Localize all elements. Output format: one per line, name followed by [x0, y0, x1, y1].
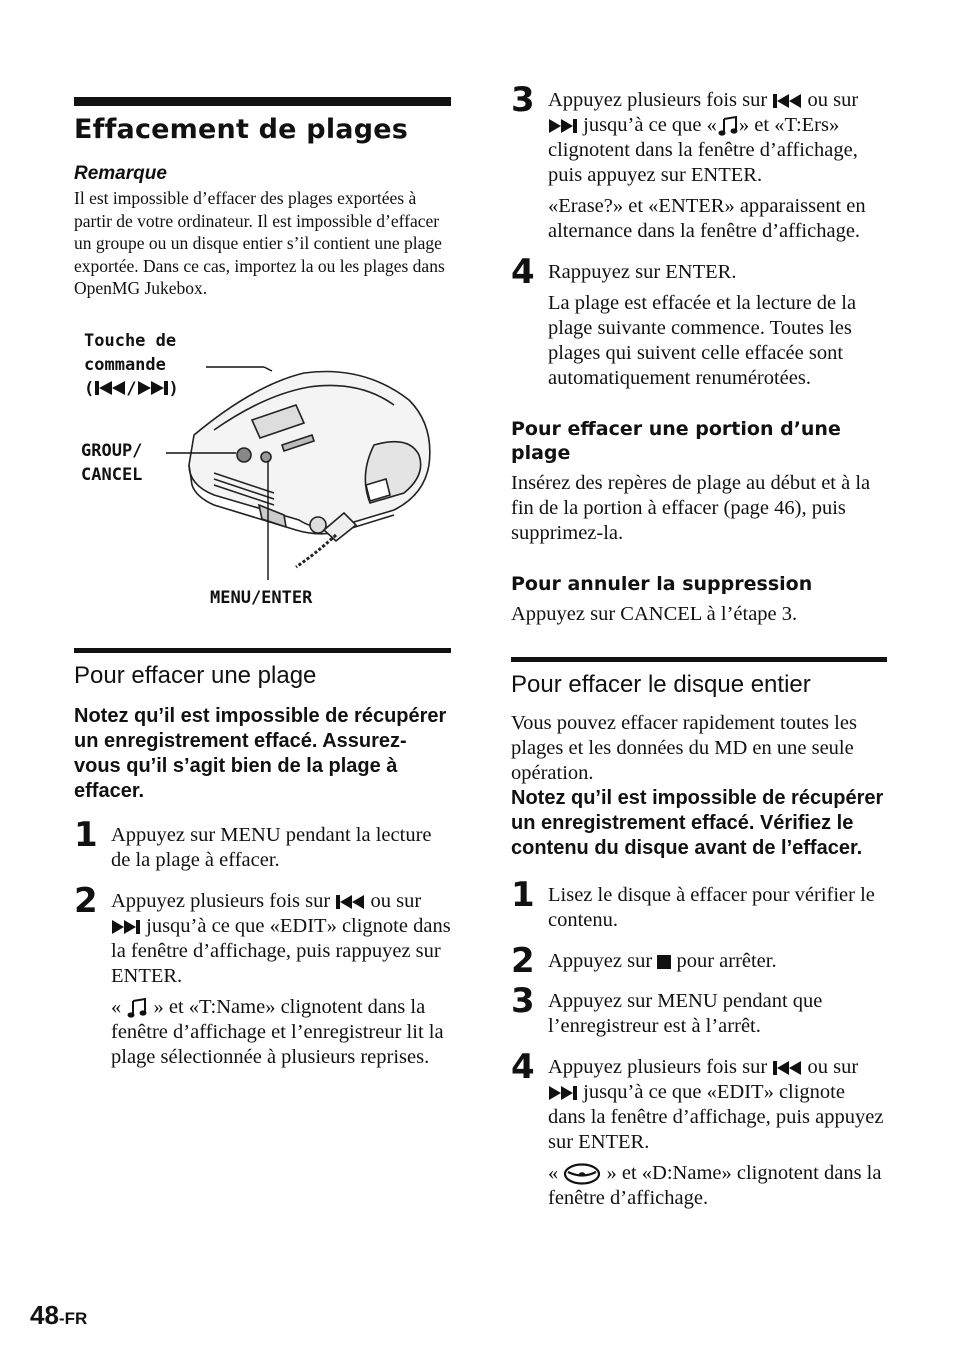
step-text: Appuyez plusieurs fois sur ou sur jusqu’à ce que «EDIT» clignote dans la fenêtre d’affichage, puis rappuyez sur ENTER. — [111, 890, 451, 987]
disc-warning: Notez qu’il est impossible de récupérer un enregistrement effacé. Vérifiez le contenu du disque avant de l’effacer. — [511, 787, 884, 859]
step-3 — [511, 80, 887, 244]
remark-title: Remarque — [74, 163, 167, 184]
step-number: 4 — [511, 252, 535, 292]
label-group-1: GROUP/ — [81, 441, 143, 461]
step-note: «Erase?» et «ENTER» apparaissent en alternance dans la fenêtre d’affichage. — [548, 195, 866, 242]
left-column-lower — [74, 648, 451, 1070]
music-note-icon — [717, 115, 739, 137]
step-text: Appuyez plusieurs fois sur ou sur jusqu’à ce que « » et «T:Ers» clignotent dans la fenêtre d’affichage, puis appuyez sur ENTER. — [548, 89, 859, 186]
label-touche-2: commande — [84, 355, 166, 375]
label-touche-3: ( / ) — [84, 379, 179, 399]
step-note: La plage est effacée et la lecture de la plage suivante commence. Toutes les plages qui suivent celle effacée sont automatiquement renumérotées. — [548, 292, 857, 389]
step-1 — [74, 815, 451, 873]
step-2 — [74, 881, 451, 1070]
right-column — [511, 80, 887, 1211]
section-title-erase-track: Pour effacer une plage — [74, 662, 317, 689]
device-figure — [74, 325, 454, 615]
label-group-2: CANCEL — [81, 465, 143, 485]
step-text: Lisez le disque à effacer pour vérifier le contenu. — [548, 884, 875, 931]
page-title: Effacement de plages — [74, 114, 408, 145]
remark-text: Il est impossible d’effacer des plages exportées à partir de votre ordinateur. Il est impossible d’effacer un groupe ou un disque entier s’il contient une plage exportée. Dans ce cas, importez la ou les plages dans OpenMG Jukebox. — [74, 188, 445, 298]
md-recorder-illustration — [74, 325, 454, 615]
disc-step-3 — [511, 981, 887, 1039]
step-number: 4 — [511, 1047, 535, 1087]
step-number: 1 — [74, 815, 98, 855]
step-text: Appuyez sur MENU pendant la lecture de la plage à effacer. — [111, 824, 432, 871]
title-rule — [74, 97, 451, 106]
prev-track-icon — [335, 894, 365, 910]
step-number: 2 — [511, 941, 535, 981]
step-number: 3 — [511, 981, 535, 1021]
step-text: Appuyez plusieurs fois sur ou sur jusqu’à ce que «EDIT» clignote dans la fenêtre d’affichage, puis appuyez sur ENTER. — [548, 1056, 884, 1153]
disc-intro: Vous pouvez effacer rapidement toutes les plages et les données du MD en une seule opération. — [511, 712, 857, 784]
step-text: Rappuyez sur ENTER. — [548, 261, 737, 283]
step-number: 2 — [74, 881, 98, 921]
music-note-icon — [126, 997, 148, 1019]
left-column — [74, 97, 451, 300]
disc-step-2 — [511, 941, 887, 981]
step-note: « » et «T:Name» clignotent dans la fenêtre d’affichage et l’enregistreur lit la plage sélectionnée à plusieurs reprises. — [111, 996, 444, 1068]
disc-step-1 — [511, 875, 887, 933]
label-touche-1: Touche de — [84, 331, 177, 351]
section-rule — [74, 648, 451, 653]
next-track-icon — [548, 1085, 578, 1101]
next-track-icon — [111, 919, 141, 935]
cancel-text: Appuyez sur CANCEL à l’étape 3. — [511, 603, 798, 625]
portion-text: Insérez des repères de plage au début et à la fin de la portion à effacer (page 46), puis supprimez-la. — [511, 472, 871, 544]
step-number: 3 — [511, 80, 535, 120]
step-4 — [511, 252, 887, 391]
step-text: Appuyez sur pour arrêter. — [548, 950, 777, 972]
portion-title: Pour effacer une portion d’une plage — [511, 418, 841, 464]
step-text: Appuyez sur MENU pendant que l’enregistreur est à l’arrêt. — [548, 990, 823, 1037]
section-title-erase-disc: Pour effacer le disque entier — [511, 671, 811, 698]
stop-icon — [657, 955, 671, 969]
disc-icon — [563, 1163, 601, 1185]
page-number: 48-FR — [30, 1300, 88, 1330]
warning-erase-track: Notez qu’il est impossible de récupérer un enregistrement effacé. Assurez-vous qu’il s’agit bien de la plage à effacer. — [74, 705, 447, 802]
step-number: 1 — [511, 875, 535, 915]
label-menu-enter: MENU/ENTER — [210, 588, 313, 608]
prev-track-icon — [772, 1060, 802, 1076]
prev-track-icon — [772, 93, 802, 109]
cancel-title: Pour annuler la suppression — [511, 573, 813, 595]
section-rule — [511, 657, 887, 662]
next-track-icon — [548, 118, 578, 134]
step-note: « » et «D:Name» clignotent dans la fenêtre d’affichage. — [548, 1162, 882, 1209]
disc-step-4 — [511, 1047, 887, 1211]
